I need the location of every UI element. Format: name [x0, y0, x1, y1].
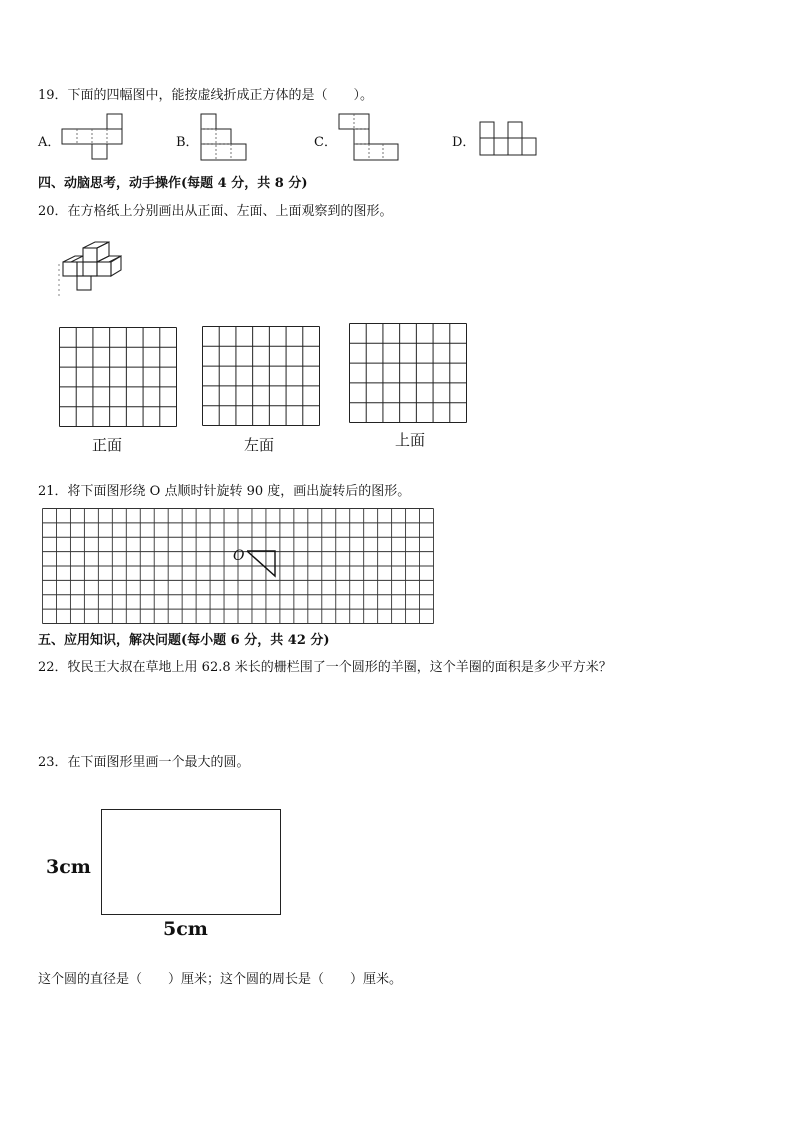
q21-text: 21．将下面图形绕 O 点顺时针旋转 90 度，画出旋转后的图形。 — [38, 484, 411, 499]
top-view-grid[interactable] — [349, 323, 467, 423]
q19-net-b — [200, 113, 248, 163]
rectangle-figure[interactable] — [101, 809, 281, 915]
rotation-triangle — [247, 551, 275, 576]
front-view-grid[interactable] — [59, 327, 177, 427]
q23-answer-line: 这个圆的直径是（ ）厘米；这个圆的周长是（ ）厘米。 — [38, 972, 403, 987]
left-view-grid[interactable] — [202, 326, 320, 426]
point-o-label: O — [233, 548, 245, 564]
q19-net-d — [479, 120, 539, 158]
caption-front: 正面 — [92, 436, 123, 454]
q19-option-c-label[interactable]: C． — [314, 135, 337, 150]
q19-net-c — [338, 113, 400, 163]
rotation-grid[interactable] — [42, 508, 434, 624]
q19-option-d-label[interactable]: D． — [452, 135, 476, 150]
caption-left: 左面 — [244, 436, 275, 454]
cube-stack-figure — [55, 240, 127, 304]
q19-option-a-label[interactable]: A． — [38, 135, 61, 150]
q19-net-a — [62, 113, 126, 161]
q22-text: 22．牧民王大叔在草地上用 62.8 米长的栅栏围了一个圆形的羊圈，这个羊圈的面积是多少平方米？ — [38, 660, 612, 675]
q19-text: 19．下面的四幅图中，能按虚线折成正方体的是（ ）。 — [38, 88, 374, 103]
q20-text: 20．在方格纸上分别画出从正面、左面、上面观察到的图形。 — [38, 204, 393, 219]
caption-top: 上面 — [395, 431, 426, 449]
section-5-title: 五、应用知识，解决问题(每小题 6 分，共 42 分) — [38, 633, 330, 648]
section-4-title: 四、动脑思考，动手操作(每题 4 分，共 8 分) — [38, 176, 308, 191]
q19-option-b-label[interactable]: B． — [176, 135, 199, 150]
width-label: 5cm — [163, 918, 208, 940]
q23-text: 23．在下面图形里画一个最大的圆。 — [38, 755, 250, 770]
height-label: 3cm — [46, 856, 91, 878]
